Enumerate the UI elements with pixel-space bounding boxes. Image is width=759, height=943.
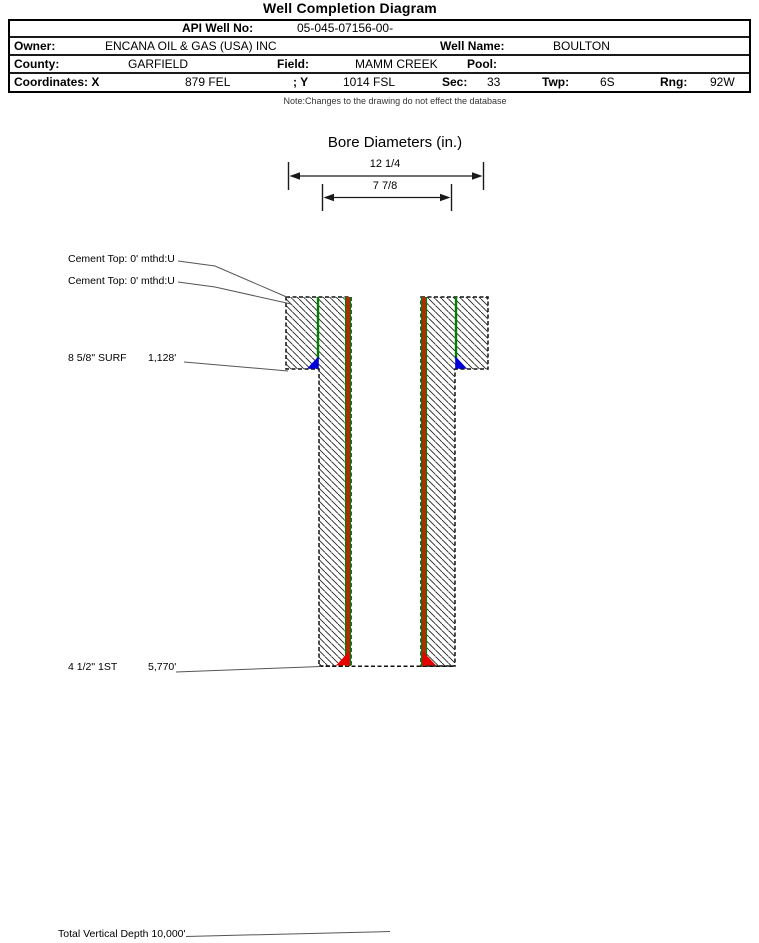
bore-diameters-title: Bore Diameters (in.)	[327, 134, 463, 151]
sec-label: Sec:	[442, 75, 468, 89]
twp-value: 6S	[600, 75, 615, 89]
county-value: GARFIELD	[128, 57, 189, 71]
well-name-value: BOULTON	[553, 39, 610, 53]
coordinates-label: Coordinates: X	[14, 75, 100, 89]
page-title: Well Completion Diagram	[263, 0, 437, 16]
outer-dim-arrowhead-left	[290, 172, 301, 179]
inner-dim-arrowhead-left	[324, 194, 335, 201]
sec-value: 33	[487, 75, 501, 89]
production-casing-label: 4 1/2" 1ST	[68, 661, 118, 673]
total-depth-leader	[186, 932, 390, 937]
api-well-no-value: 05-045-07156-00-	[297, 21, 394, 35]
owner-value: ENCANA OIL & GAS (USA) INC	[105, 39, 277, 53]
rng-label: Rng:	[660, 75, 688, 89]
api-well-no-label: API Well No:	[182, 21, 254, 35]
total-vertical-depth-label: Total Vertical Depth 10,000'	[58, 928, 186, 940]
field-value: MAMM CREEK	[355, 57, 438, 71]
borehole-right-wall	[421, 297, 488, 666]
coordinate-y-label: ; Y	[293, 75, 309, 89]
database-note: Note:Changes to the drawing do not effect the database	[283, 96, 507, 106]
production-casing-right-cement	[422, 297, 426, 666]
surface-casing-label: 8 5/8" SURF	[68, 352, 127, 364]
outer-bore-diameter-label: 12 1/4	[369, 158, 401, 170]
production-casing-depth: 5,770'	[148, 661, 177, 673]
production-casing-leader	[176, 667, 321, 673]
production-casing-left-cement	[346, 297, 350, 666]
owner-label: Owner:	[14, 39, 56, 53]
cement-top-1-label: Cement Top: 0' mthd:U	[68, 253, 175, 265]
rng-value: 92W	[710, 75, 735, 89]
inner-bore-diameter-label: 7 7/8	[372, 180, 398, 192]
field-label: Field:	[277, 57, 309, 71]
coordinate-x-value: 879 FEL	[185, 75, 231, 89]
pool-label: Pool:	[467, 57, 497, 71]
cement-top-1-leader	[178, 261, 289, 298]
cement-top-2-label: Cement Top: 0' mthd:U	[68, 275, 175, 287]
county-label: County:	[14, 57, 60, 71]
twp-label: Twp:	[542, 75, 570, 89]
surface-casing-depth: 1,128'	[148, 352, 177, 364]
outer-dim-arrowhead-right	[472, 172, 483, 179]
inner-dim-arrowhead-right	[440, 194, 451, 201]
coordinate-y-value: 1014 FSL	[343, 75, 396, 89]
surface-casing-leader	[184, 362, 288, 371]
well-name-label: Well Name:	[440, 39, 505, 53]
cement-top-2-leader	[178, 282, 291, 304]
